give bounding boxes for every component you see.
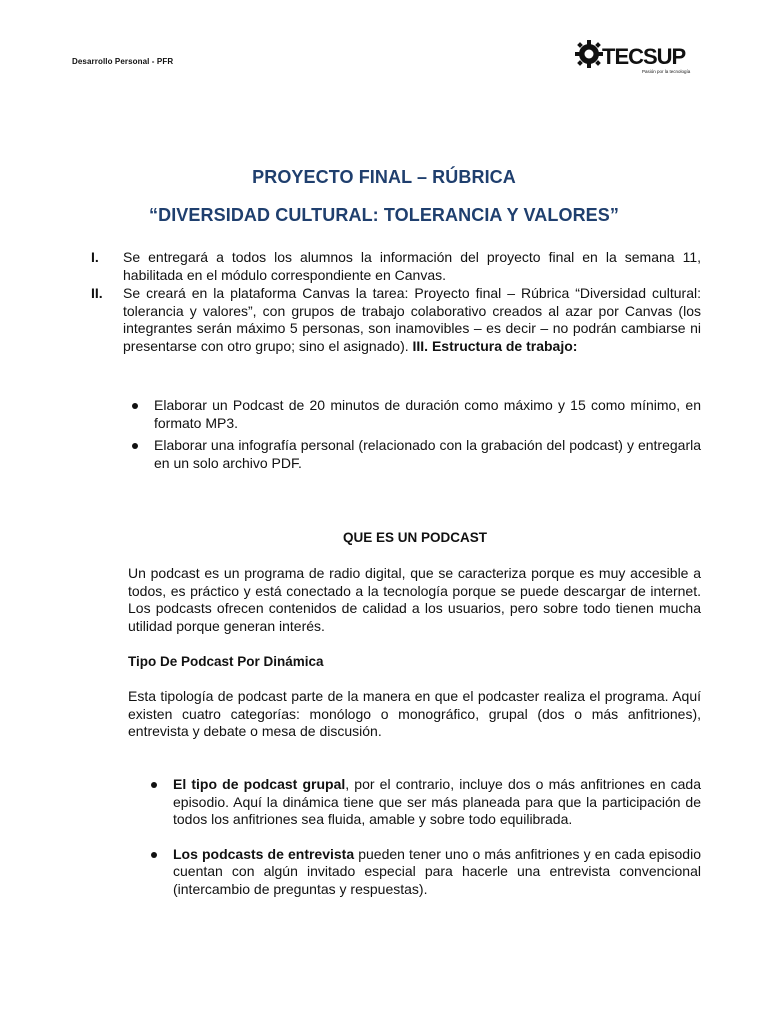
gear-logo-icon: [574, 38, 700, 78]
bullet-icon: [151, 852, 157, 858]
section-heading: QUE ES UN PODCAST: [342, 530, 488, 545]
svg-text:Pasión por la tecnología: Pasión por la tecnología: [642, 69, 691, 74]
document-subtitle: “DIVERSIDAD CULTURAL: TOLERANCIA Y VALORES”: [149, 205, 619, 225]
section-body: Se creará en la plataforma Canvas la tarea: Proyecto final – Rúbrica “Diversidad cultural: tolerancia y valores”, con grupos de trabajo colaborativo creados al azar por Canvas (los integrantes serán máximo 5 personas, son inamovibles – es decir – no podrán cambiarse ni presentarse con otro grupo; sino el asignado).: [123, 285, 701, 354]
bullet-icon: [132, 403, 138, 409]
list-item: Los podcasts de entrevista pueden tener uno o más anfitriones y en cada episodio cuentan con algún invitado especial para hacerle una entrevista convencional (intercambio de preguntas y respuestas).: [173, 846, 701, 899]
section-text: Se entregará a todos los alumnos la información del proyecto final en la semana 11, habilitada en el módulo correspondiente en Canvas.: [123, 249, 701, 283]
subheading: Tipo De Podcast Por Dinámica: [128, 654, 324, 669]
structure-list: [154, 397, 701, 472]
document-title: PROYECTO FINAL – RÚBRICA: [252, 167, 516, 187]
section-text: [123, 285, 701, 355]
list-item: El tipo de podcast grupal, por el contrario, incluye dos o más anfitriones en cada episodio. Aquí la dinámica tiene que ser más planeada para que la participación de todos los anfitriones sea fluida, amable y sobre todo equilibrada.: [173, 776, 701, 829]
course-header: Desarrollo Personal - PFR: [72, 57, 174, 66]
typology-paragraph: Esta tipología de podcast parte de la manera en que el podcaster realiza el programa. Aquí existen cuatro categorías: monólogo o monográfico, grupal (dos o más anfitriones), entrevista y debate o mesa de discusión.: [128, 688, 701, 739]
bullet-icon: [151, 782, 157, 788]
svg-text:TECSUP: TECSUP: [602, 44, 686, 69]
list-item: Elaborar un Podcast de 20 minutos de duración como máximo y 15 como mínimo, en formato MP3.: [154, 397, 701, 432]
section-number: II.: [91, 285, 103, 301]
tecsup-logo: [574, 38, 700, 78]
podcast-types-list: [173, 776, 701, 898]
section-iii-heading: III. Estructura de trabajo:: [412, 337, 578, 354]
podcast-intro: Un podcast es un programa de radio digital, que se caracteriza porque es muy accesible a todos, es práctico y está conectado a la tecnología porque se puede descargar de internet. Los podcasts ofrecen contenidos de calidad a los usuarios, pero sobre todo tienen mucha utilidad porque generan interés.: [128, 565, 701, 634]
list-item: Elaborar una infografía personal (relacionado con la grabación del podcast) y entregarla en un solo archivo PDF.: [154, 437, 701, 472]
section-number: I.: [91, 249, 99, 265]
bullet-icon: [132, 443, 138, 449]
